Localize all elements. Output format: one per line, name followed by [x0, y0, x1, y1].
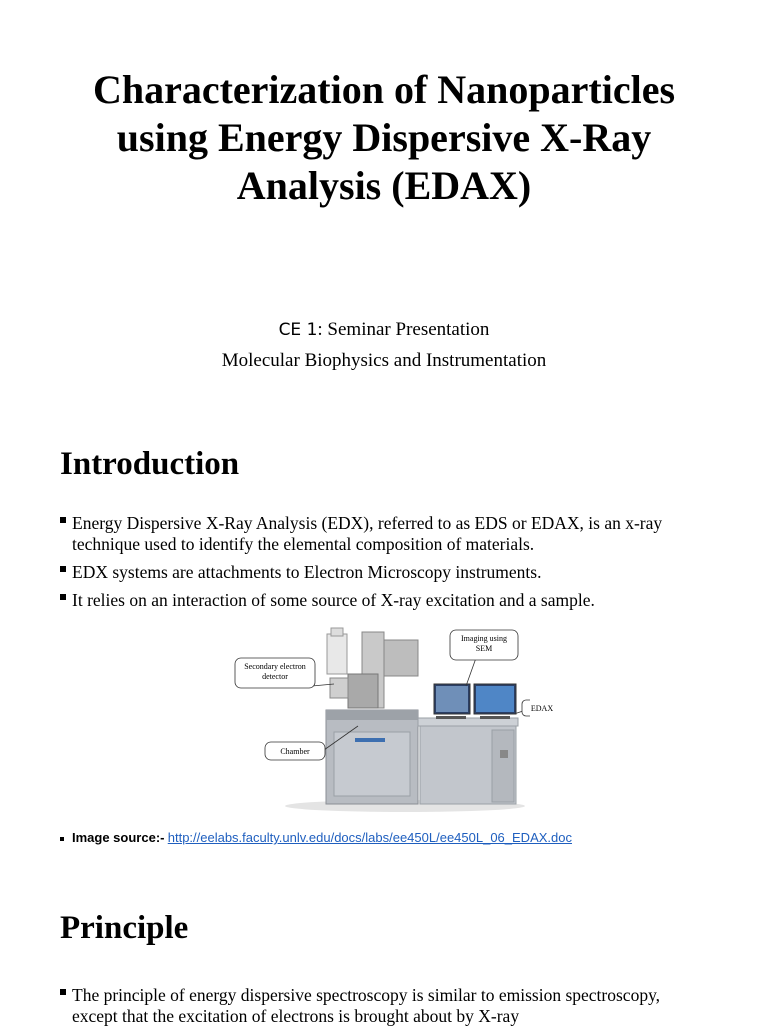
bullet-item: EDX systems are attachments to Electron Microscopy instruments. — [60, 562, 700, 583]
subtitle-line-2: Molecular Biophysics and Instrumentation — [221, 350, 547, 371]
principle-heading: Principle — [60, 910, 189, 946]
square-bullet-icon — [60, 989, 66, 995]
sem-edax-instrument-figure — [230, 622, 554, 814]
square-bullet-icon — [60, 566, 66, 572]
square-bullet-icon — [60, 837, 64, 841]
image-source-label: Image source:- — [72, 830, 165, 845]
square-bullet-icon — [60, 517, 66, 523]
subtitle-text: : Seminar Presentation — [317, 319, 490, 340]
callout-chamber: Chamber — [280, 747, 310, 756]
bullet-item: It relies on an interaction of some source of X-ray excitation and a sample. — [60, 590, 700, 611]
introduction-heading: Introduction — [60, 446, 240, 482]
callout-imaging-sem: Imaging using SEM — [461, 634, 507, 653]
principle-bullet-list — [60, 985, 700, 1034]
image-source-link[interactable]: http://eelabs.faculty.unlv.edu/docs/labs/ee450L/ee450L_06_EDAX.doc — [167, 830, 572, 845]
slide-title: Characterization of Nanoparticles using Energy Dispersive X-Ray Analysis (EDAX) — [92, 67, 676, 208]
callout-secondary-electron-detector: Secondary electron detector — [244, 662, 306, 681]
subtitle-line-1 — [60, 319, 708, 341]
callout-edax: EDAX — [530, 704, 554, 713]
course-code: CE 1 — [278, 320, 318, 340]
introduction-bullet-list — [60, 513, 700, 618]
bullet-item: The principle of energy dispersive spectroscopy is similar to emission spectroscopy, except that the excitation of electrons is brought about by X-ray — [60, 985, 700, 1027]
bullet-item: Energy Dispersive X-Ray Analysis (EDX), referred to as EDS or EDAX, is an x-ray technique used to identify the elemental composition of materials. — [60, 513, 700, 555]
square-bullet-icon — [60, 594, 66, 600]
image-source-line — [60, 830, 572, 846]
